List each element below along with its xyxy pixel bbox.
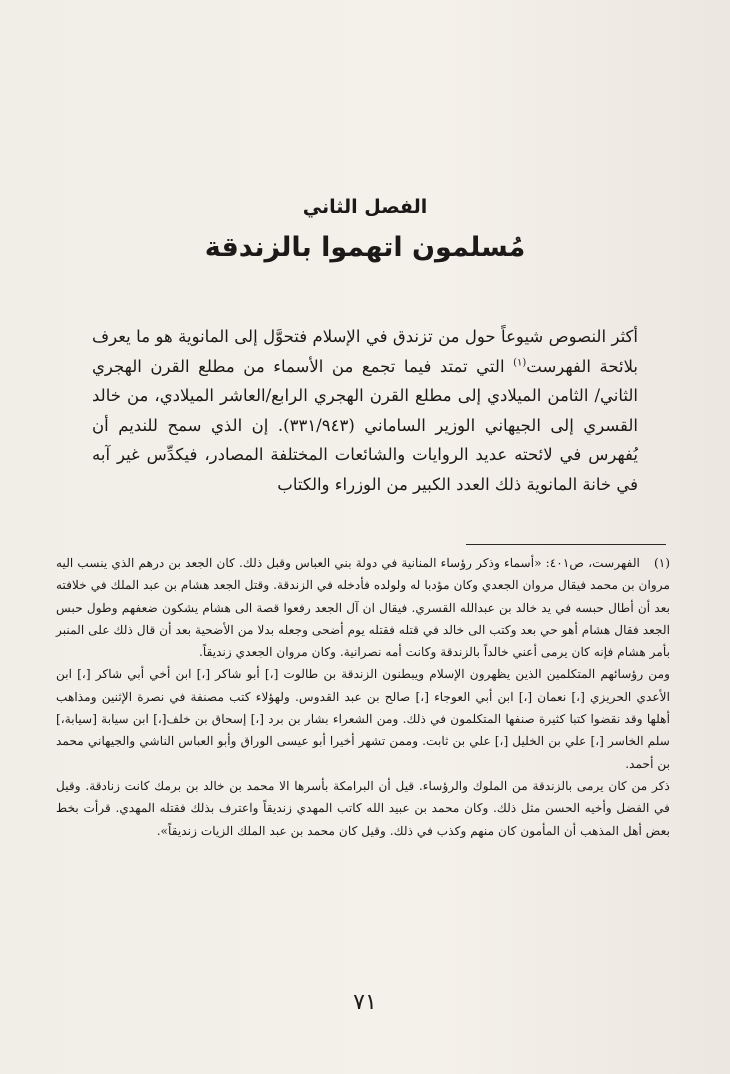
footnote-paragraph: ومن رؤسائهم المتكلمين الذين يظهرون الإسلام ويبطنون الزندقة بن طالوت [،] أبو شاكر [،] ابن أخي أبي شاكر [،] ابن الأعدي الحريزي [،] نعمان [،] ابن أبي العوجاء [،] صالح بن عبد القدوس. ولهؤلاء كتب مصنفة في نصرة الإثنين ومذاهب أهلها وقد نقضوا كتبا كثيرة صنفها المتكلمون في ذلك. ومن الشعراء بشار بن برد [،] إسحاق بن خلف[،] ابن سيابة [سيابة،] سلم الخاسر [،] علي بن الخليل [،] علي بن ثابت. وممن تشهر أخيرا أبو عيسى الوراق وأبو العباس الناشي والجيهاني محمد بن أحمد. [56, 667, 670, 771]
footnote-divider [466, 544, 666, 545]
chapter-title: مُسلمون اتهموا بالزندقة [204, 232, 526, 263]
body-paragraph [92, 322, 638, 500]
chapter-label: الفصل الثاني [302, 196, 428, 218]
page-number: ٧١ [353, 990, 377, 1015]
footnotes [56, 552, 670, 842]
footnote-reference: (١) [513, 357, 527, 369]
footnote-number: (١) [653, 556, 671, 570]
body-text [92, 322, 638, 500]
footnote-paragraph: ذكر من كان يرمى بالزندقة من الملوك والرؤساء. قيل أن البرامكة بأسرها الا محمد بن خالد بن برمك كانت زنادقة. وقيل في الفضل وأخيه الحسن مثل ذلك. وكان محمد بن عبيد الله كاتب المهدي زنديقاً واعترف بذلك فقتله المهدي. قرأت بخط بعض أهل المذهب أن المأمون كان منهم وكذب في ذلك. وقيل كان محمد بن عبد الملك الزيات زنديقاً». [56, 778, 670, 838]
body-paragraph-part-b: التي تمتد فيما تجمع من الأسماء من مطلع القرن الهجري الثاني/ الثامن الميلادي إلى مطلع القرن الهجري الرابع/العاشر الميلادي، من خالد القسري إلى الجيهاني الوزير الساماني (٣٣١/٩٤٣). إن الذي سمح للنديم أن يُفهرس في لائحته عديد الروايات والشائعات المختلفة المصادر، فيكدِّس غير آبه في خانة المانوية ذلك العدد الكبير من الوزراء والكتاب [92, 356, 639, 494]
body-paragraph-part-a: أكثر النصوص شيوعاً حول من تزندق في الإسلام فتحوَّل إلى المانوية هو ما يعرف بلائحة الفهرست [92, 327, 639, 376]
footnote-paragraph [56, 552, 670, 663]
footnote-text: الفهرست، ص٤٠١: «أسماء وذكر رؤساء المنانية في دولة بني العباس وقبل ذلك. كان الجعد بن درهم الذي ينسب اليه مروان بن محمد فيقال مروان الجعدي وكان مؤدبا له ولولده فأدخله في الزندقة. وقتل الجعد هشام بن عبد الملك في خلافته بعد أن أطال حبسه في يد خالد بن عبدالله القسري. فيقال ان آل الجعد رفعوا قصة الى هشام يشكون ضعفهم وطول حبس الجعد فقال هشام أهو حي بعد وكتب الى خالد في قتله فقتله يوم أضحى وجعله بدلا من الأضحية بعد أن قال ذلك على المنبر بأمر هشام فإنه كان يرمى أعني خالداً بالزندقة وكانت أمه نصرانية. وكان مروان الجعدي زنديقاً. [56, 556, 670, 660]
